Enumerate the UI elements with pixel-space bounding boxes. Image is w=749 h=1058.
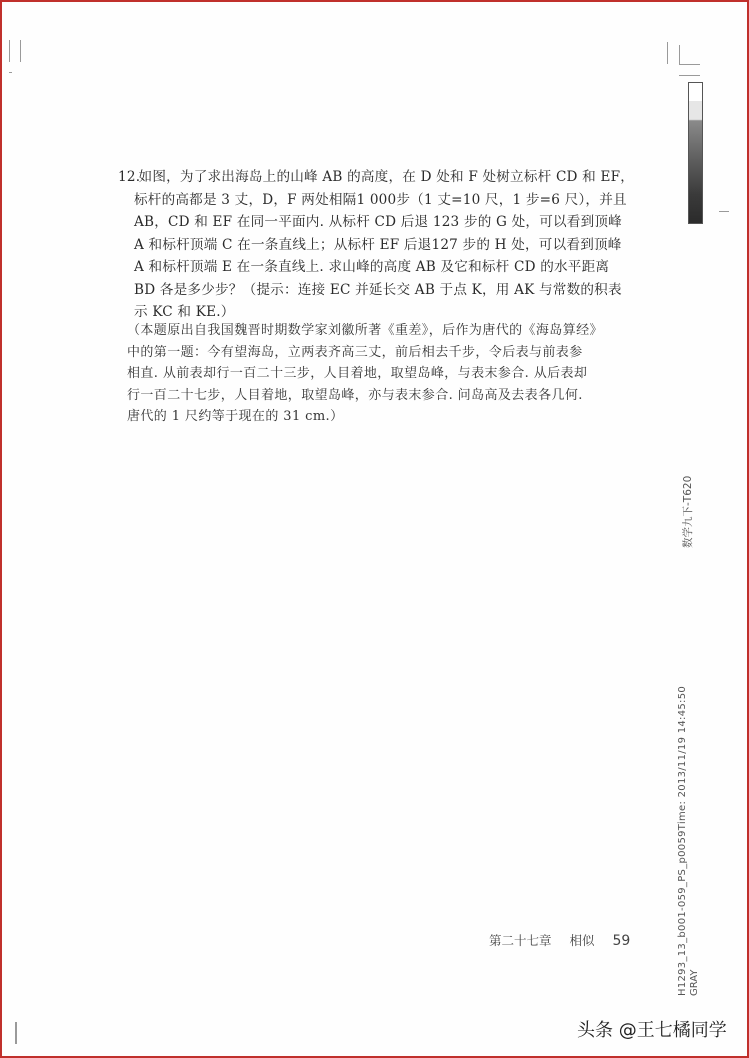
crop-mark-right <box>719 211 729 212</box>
note-line: 行一百二十七步，人目着地，取望岛峰，亦与表末参合. 问岛高及去表各几何. <box>127 387 583 403</box>
crop-mark-top-right <box>679 64 700 65</box>
page-footer <box>489 931 630 949</box>
page-number: 59 <box>612 933 631 949</box>
problem-line: BD 各是多少步？（提示：连接 EC 并延长交 AB 于点 K，用 AK 与常数的积表 <box>134 281 622 298</box>
problem-line: 12. 如图，为了求出海岛上的山峰 AB 的高度，在 D 处和 F 处树立标杆 CD 和 EF， <box>118 166 598 189</box>
section-title: 相似 <box>569 933 595 948</box>
crop-mark-top-right <box>667 42 668 64</box>
note-line: （本题原出自我国魏晋时期数学家刘徽所著《重差》，后作为唐代的《海岛算经》 <box>127 323 603 338</box>
crop-mark-top-left <box>9 40 10 62</box>
note-line: 唐代的 1 尺约等于现在的 31 cm.） <box>127 409 344 424</box>
crop-mark-top-right <box>679 45 680 65</box>
note-line: 中的第一题：今有望海岛，立两表齐高三丈，前后相去千步，令后表与前表参 <box>127 344 583 360</box>
crop-mark-bottom-left <box>15 1022 17 1044</box>
crop-mark-top-right <box>679 75 700 76</box>
problem-line: A 和标杆顶端 E 在一条直线上. 求山峰的高度 AB 及它和标杆 CD 的水平距离 <box>134 259 610 275</box>
problem-line: A 和标杆顶端 C 在一条直线上；从标杆 EF 后退127 步的 H 处，可以看到顶峰 <box>134 236 622 253</box>
crop-mark-top-left <box>20 40 21 62</box>
chapter-title: 第二十七章 <box>489 933 552 948</box>
problem-12 <box>118 166 635 324</box>
book-code: 数学九下-T620 <box>682 475 694 548</box>
problem-number: 12. <box>118 169 141 185</box>
print-info: H1293_13_b001-059_PS_p0059Time: 2013/11/19 14:45:50 <box>677 685 688 996</box>
grayscale-calibration-bar <box>688 82 703 224</box>
problem-line: 标杆的高都是 3 丈，D，F 两处相隔1 000步（1 丈=10 尺，1 步=6 尺），并且 <box>134 191 627 208</box>
historical-note <box>127 320 603 428</box>
problem-line: AB，CD 和 EF 在同一平面内. 从标杆 CD 后退 123 步的 G 处，可以看到顶峰 <box>134 214 622 230</box>
watermark: 头条 @王七橘同学 <box>577 1020 727 1041</box>
note-line: 相直. 从前表却行一百二十三步，人目着地，取望岛峰，与表末参合. 从后表却 <box>127 366 588 381</box>
crop-mark-top-left <box>9 72 12 73</box>
color-mode: GRAY <box>689 969 700 996</box>
problem-line: 示 KC 和 KE.） <box>134 304 235 320</box>
